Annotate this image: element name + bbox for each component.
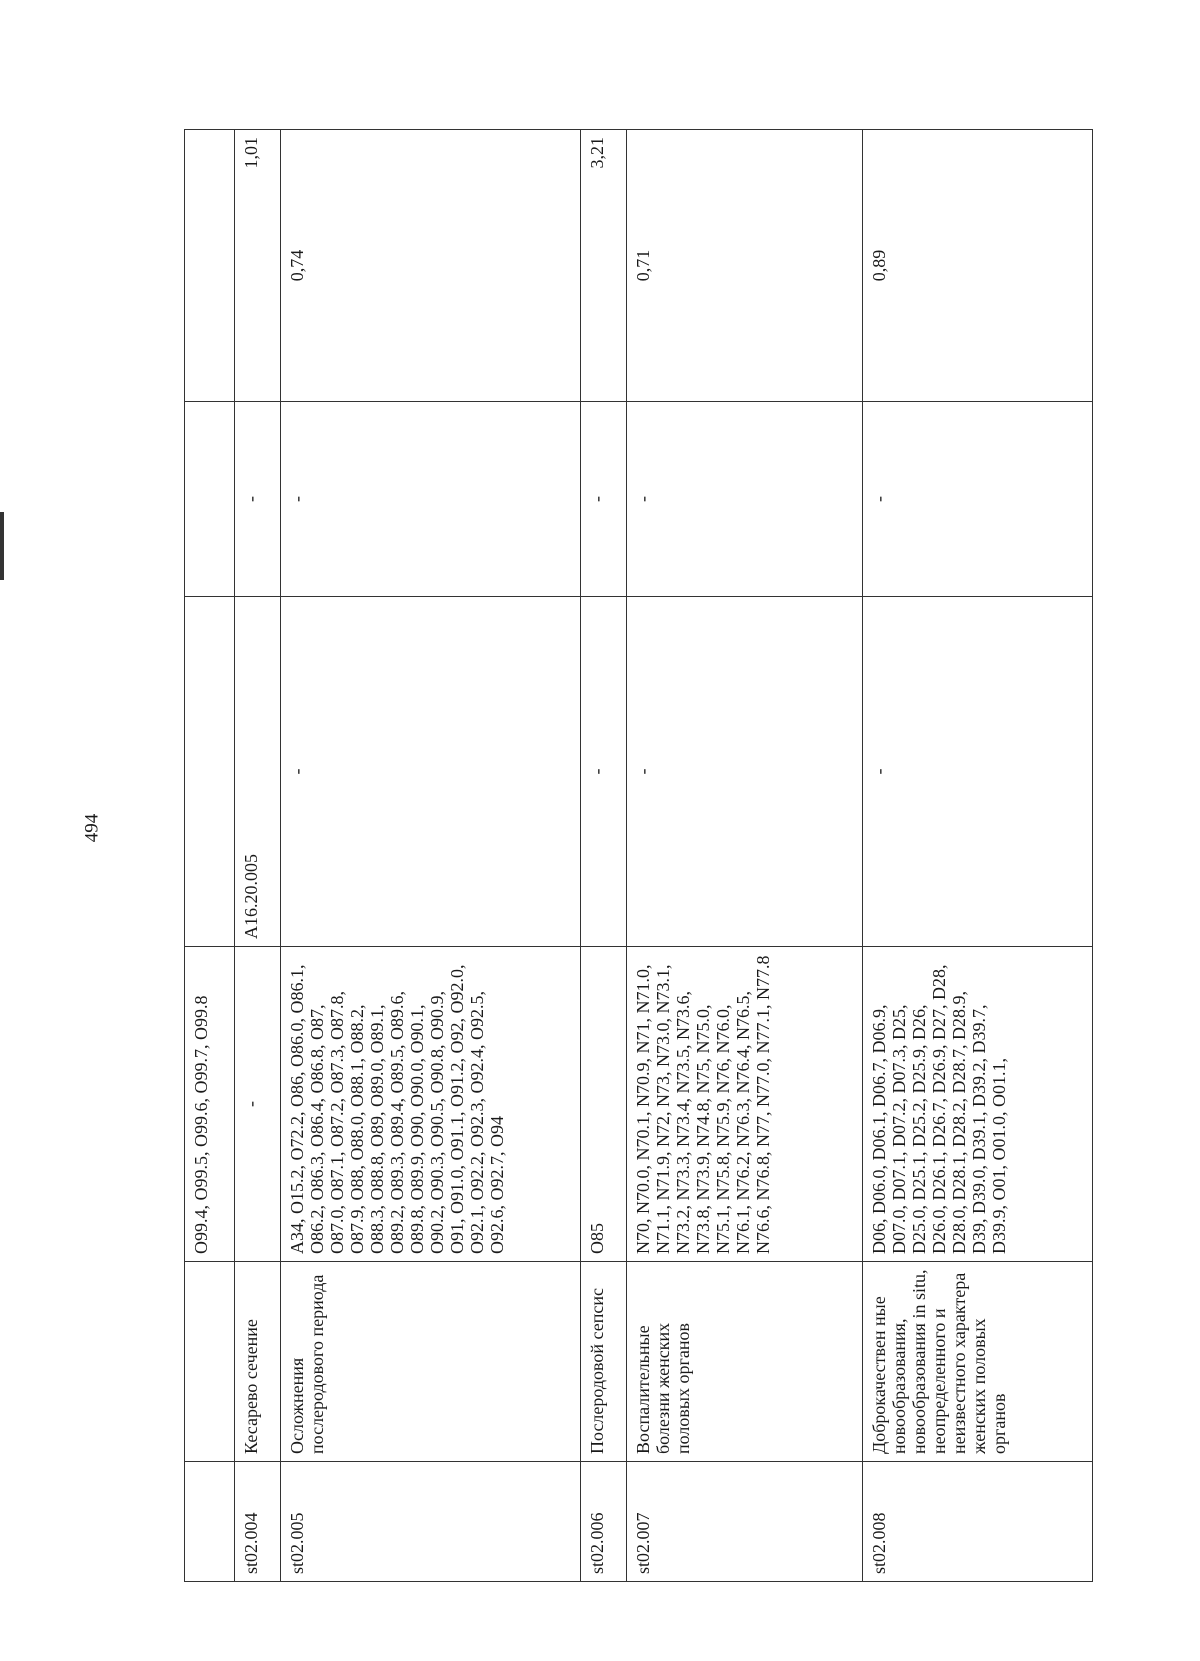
cell-other: - bbox=[627, 402, 863, 597]
cell-coefficient bbox=[185, 130, 235, 402]
cell-name: Осложнения послеродового периода bbox=[281, 1262, 581, 1462]
cell-service-code: - bbox=[627, 597, 863, 947]
cell-other: - bbox=[863, 402, 1093, 597]
cell-diagnosis-codes: O85 bbox=[581, 947, 627, 1262]
cell-other: - bbox=[235, 402, 281, 597]
cell-other bbox=[185, 402, 235, 597]
cell-coefficient: 1,01 bbox=[235, 130, 281, 402]
cell-service-code bbox=[185, 597, 235, 947]
cell-coefficient: 0,71 bbox=[627, 130, 863, 402]
table-row bbox=[863, 130, 1093, 1582]
tariff-table bbox=[184, 129, 1093, 1582]
cell-name: Кесарево сечение bbox=[235, 1262, 281, 1462]
cell-name: Послеродовой сепсис bbox=[581, 1262, 627, 1462]
cell-id: st02.006 bbox=[581, 1462, 627, 1582]
table-row bbox=[281, 130, 581, 1582]
cell-diagnosis-codes: D06, D06.0, D06.1, D06.7, D06.9, D07.0, D07.1, D07.2, D07.3, D25, D25.0, D25.1, D25.2, D25.9, D26, D26.0, D26.1, D26.7, D26.9, D27, D28, D28.0, D28.1, D28.2, D28.7, D28.9, D39, D39.0, D39.1, D39.2, D39.7, D39.9, O01, O01.0, O01.1, bbox=[863, 947, 1093, 1262]
cell-diagnosis-codes: A34, O15.2, O72.2, O86, O86.0, O86.1, O86.2, O86.3, O86.4, O86.8, O87, O87.0, O87.1, O87.2, O87.3, O87.8, O87.9, O88, O88.0, O88.1, O88.2, O88.3, O88.8, O89, O89.0, O89.1, O89.2, O89.3, O89.4, O89.5, O89.6, O89.8, O89.9, O90, O90.0, O90.1, O90.2, O90.3, O90.5, O90.8, O90.9, O91, O91.0, O91.1, O91.2, O92, O92.0, O92.1, O92.2, O92.3, O92.4, O92.5, O92.6, O92.7, O94 bbox=[281, 947, 581, 1262]
cell-name bbox=[185, 1262, 235, 1462]
cell-id: st02.008 bbox=[863, 1462, 1093, 1582]
table-row bbox=[235, 130, 281, 1582]
cell-id: st02.007 bbox=[627, 1462, 863, 1582]
cell-service-code: - bbox=[281, 597, 581, 947]
cell-other: - bbox=[281, 402, 581, 597]
cell-coefficient: 0,74 bbox=[281, 130, 581, 402]
cell-coefficient: 0,89 bbox=[863, 130, 1093, 402]
cell-id: st02.004 bbox=[235, 1462, 281, 1582]
cell-service-code: A16.20.005 bbox=[235, 597, 281, 947]
cell-diagnosis-codes: - bbox=[235, 947, 281, 1262]
cell-name: Воспалительные болезни женских половых органов bbox=[627, 1262, 863, 1462]
page-number: 494 bbox=[81, 813, 103, 843]
cell-id: st02.005 bbox=[281, 1462, 581, 1582]
rotated-table-container bbox=[184, 130, 1092, 1582]
cell-coefficient: 3,21 bbox=[581, 130, 627, 402]
binding-mark bbox=[0, 512, 4, 580]
cell-other: - bbox=[581, 402, 627, 597]
cell-name: Доброкачествен ные новообразования, новообразования in situ, неопределенного и неизвестного характера женских половых органов bbox=[863, 1262, 1093, 1462]
table-row bbox=[185, 130, 235, 1582]
cell-diagnosis-codes: N70, N70.0, N70.1, N70.9, N71, N71.0, N71.1, N71.9, N72, N73, N73.0, N73.1, N73.2, N73.3, N73.4, N73.5, N73.6, N73.8, N73.9, N74.8, N75, N75.0, N75.1, N75.8, N75.9, N76, N76.0, N76.1, N76.2, N76.3, N76.4, N76.5, N76.6, N76.8, N77, N77.0, N77.1, N77.8 bbox=[627, 947, 863, 1262]
cell-id bbox=[185, 1462, 235, 1582]
cell-service-code: - bbox=[581, 597, 627, 947]
table-row bbox=[627, 130, 863, 1582]
cell-diagnosis-codes: O99.4, O99.5, O99.6, O99.7, O99.8 bbox=[185, 947, 235, 1262]
table-row bbox=[581, 130, 627, 1582]
cell-service-code: - bbox=[863, 597, 1093, 947]
